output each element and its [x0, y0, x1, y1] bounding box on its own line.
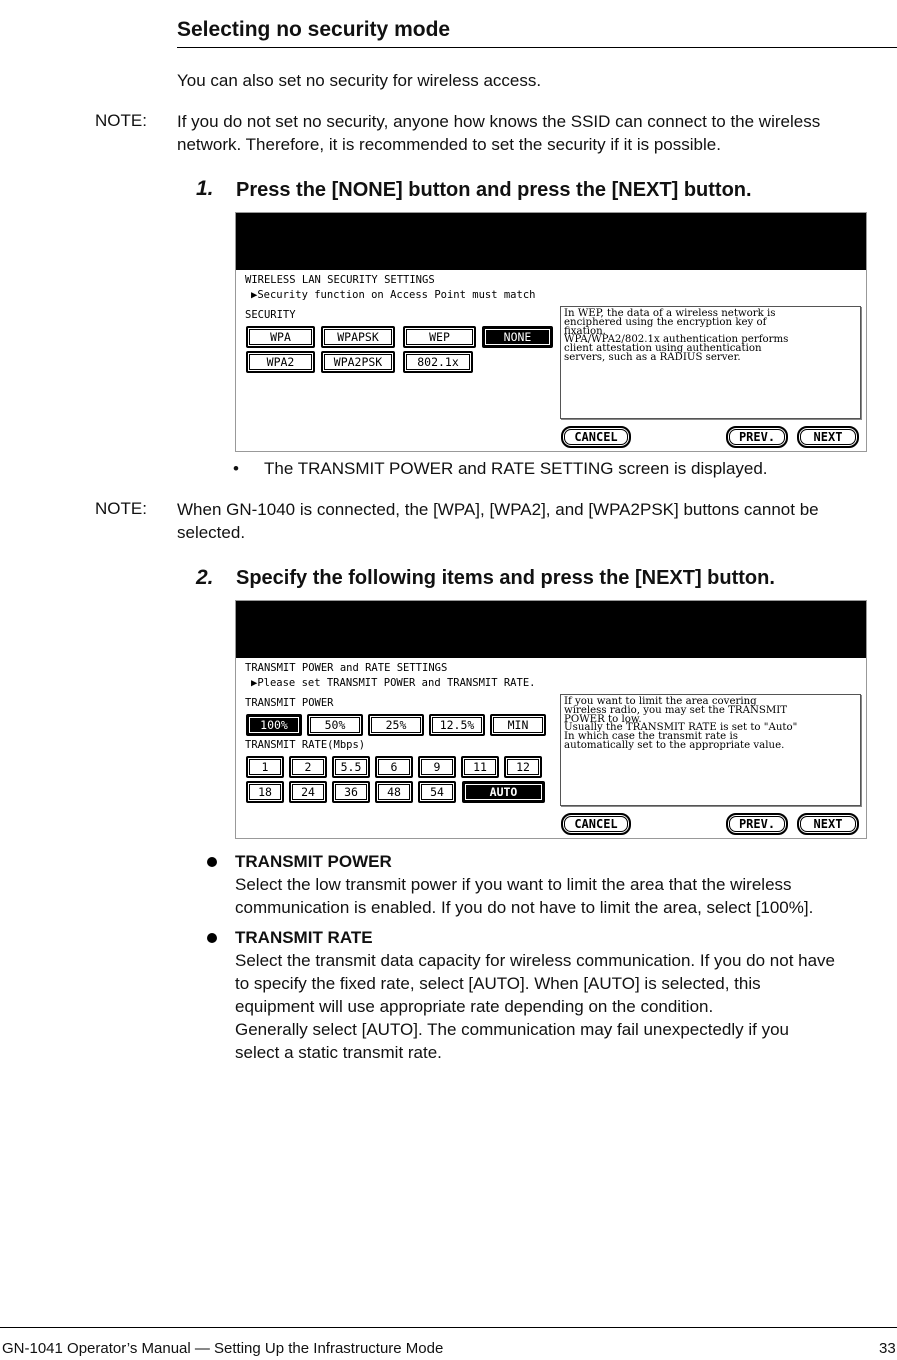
rate-button[interactable]: 6: [375, 756, 413, 778]
rate-button[interactable]: 48: [375, 781, 413, 803]
item-title: TRANSMIT POWER: [235, 852, 392, 871]
footer-text: GN-1041 Operator’s Manual — Setting Up the Infrastructure Mode: [2, 1340, 444, 1357]
transmit-rate-label: TRANSMIT RATE(Mbps): [245, 739, 366, 751]
cancel-button[interactable]: CANCEL: [561, 813, 631, 835]
step-number: 1.: [196, 177, 214, 200]
power-25-button[interactable]: 25%: [368, 714, 424, 736]
cancel-button[interactable]: CANCEL: [561, 426, 631, 448]
note-label: NOTE:: [95, 111, 147, 130]
rate-button[interactable]: 36: [332, 781, 370, 803]
note-text-line: If you do not set no security, anyone how knows the SSID can connect to the wireless: [177, 112, 821, 131]
screen-subtitle: ▶Please set TRANSMIT POWER and TRANSMIT RATE.: [251, 677, 536, 689]
screen-header-bar: [236, 601, 866, 658]
next-button[interactable]: NEXT: [797, 426, 859, 448]
bullet-text: The TRANSMIT POWER and RATE SETTING screen is displayed.: [264, 459, 768, 478]
note-text-line: network. Therefore, it is recommended to set the security if it is possible.: [177, 135, 721, 154]
transmit-power-label: TRANSMIT POWER: [245, 697, 334, 709]
security-info-box: In WEP, the data of a wireless network is enciphered using the encryption key of fixation. WPA/WPA2/802.1x authentication performs client attestation using authentication servers, such as a RADIUS server.: [560, 306, 861, 419]
rate-button[interactable]: 24: [289, 781, 327, 803]
bullet-dot: [207, 933, 217, 943]
rate-button[interactable]: 5.5: [332, 756, 370, 778]
none-button[interactable]: NONE: [482, 326, 553, 348]
footer-divider: [0, 1327, 897, 1328]
note-label: NOTE:: [95, 499, 147, 518]
security-settings-screen: [235, 212, 867, 452]
transmit-settings-screen: [235, 600, 867, 839]
item-text-line: Generally select [AUTO]. The communication may fail unexpectedly if you: [235, 1020, 790, 1039]
item-text-line: to specify the fixed rate, select [AUTO]. When [AUTO] is selected, this: [235, 974, 761, 993]
note-text-line: When GN-1040 is connected, the [WPA], [WPA2], and [WPA2PSK] buttons cannot be: [177, 500, 819, 519]
rate-button[interactable]: 9: [418, 756, 456, 778]
item-title: TRANSMIT RATE: [235, 928, 373, 947]
rate-button[interactable]: 1: [246, 756, 284, 778]
intro-text: You can also set no security for wireless access.: [177, 71, 542, 90]
note-text-line: selected.: [177, 523, 246, 542]
screen-subtitle: ▶Security function on Access Point must match: [251, 289, 536, 301]
rate-auto-button[interactable]: AUTO: [462, 781, 545, 803]
page-number: 33: [879, 1340, 896, 1357]
prev-button[interactable]: PREV.: [726, 426, 788, 448]
rate-button[interactable]: 12: [504, 756, 542, 778]
wpapsk-button[interactable]: WPAPSK: [321, 326, 395, 348]
power-100-button[interactable]: 100%: [246, 714, 302, 736]
prev-button[interactable]: PREV.: [726, 813, 788, 835]
rate-button[interactable]: 2: [289, 756, 327, 778]
bullet-dot: [207, 857, 217, 867]
8021x-button[interactable]: 802.1x: [403, 351, 473, 373]
power-min-button[interactable]: MIN: [490, 714, 546, 736]
screen-header-bar: [236, 213, 866, 270]
screen-title: WIRELESS LAN SECURITY SETTINGS: [245, 274, 435, 286]
transmit-info-box: If you want to limit the area covering wireless radio, you may set the TRANSMIT POWER to low. Usually the TRANSMIT RATE is set to "Auto" In which case the transmit rate is automatically set to the appropriate value.: [560, 694, 861, 806]
rate-button[interactable]: 11: [461, 756, 499, 778]
wpa2psk-button[interactable]: WPA2PSK: [321, 351, 395, 373]
item-text-line: communication is enabled. If you do not have to limit the area, select [100%].: [235, 898, 814, 917]
next-button[interactable]: NEXT: [797, 813, 859, 835]
section-title: Selecting no security mode: [177, 18, 451, 41]
item-text-line: Select the transmit data capacity for wireless communication. If you do not have: [235, 951, 836, 970]
rate-button[interactable]: 54: [418, 781, 456, 803]
rate-button[interactable]: 18: [246, 781, 284, 803]
item-text-line: select a static transmit rate.: [235, 1043, 442, 1062]
wep-button[interactable]: WEP: [403, 326, 476, 348]
power-12-5-button[interactable]: 12.5%: [429, 714, 485, 736]
wpa-button[interactable]: WPA: [246, 326, 315, 348]
security-label: SECURITY: [245, 309, 296, 321]
item-text-line: Select the low transmit power if you want to limit the area that the wireless: [235, 875, 792, 894]
step-number: 2.: [196, 566, 214, 589]
power-50-button[interactable]: 50%: [307, 714, 363, 736]
item-text-line: equipment will use appropriate rate depending on the condition.: [235, 997, 714, 1016]
step-instruction: Press the [NONE] button and press the [NEXT] button.: [236, 179, 752, 201]
wpa2-button[interactable]: WPA2: [246, 351, 315, 373]
step-instruction: Specify the following items and press the [NEXT] button.: [236, 567, 775, 589]
heading-divider: [177, 47, 897, 48]
screen-title: TRANSMIT POWER and RATE SETTINGS: [245, 662, 448, 674]
bullet-mark: •: [233, 459, 239, 478]
